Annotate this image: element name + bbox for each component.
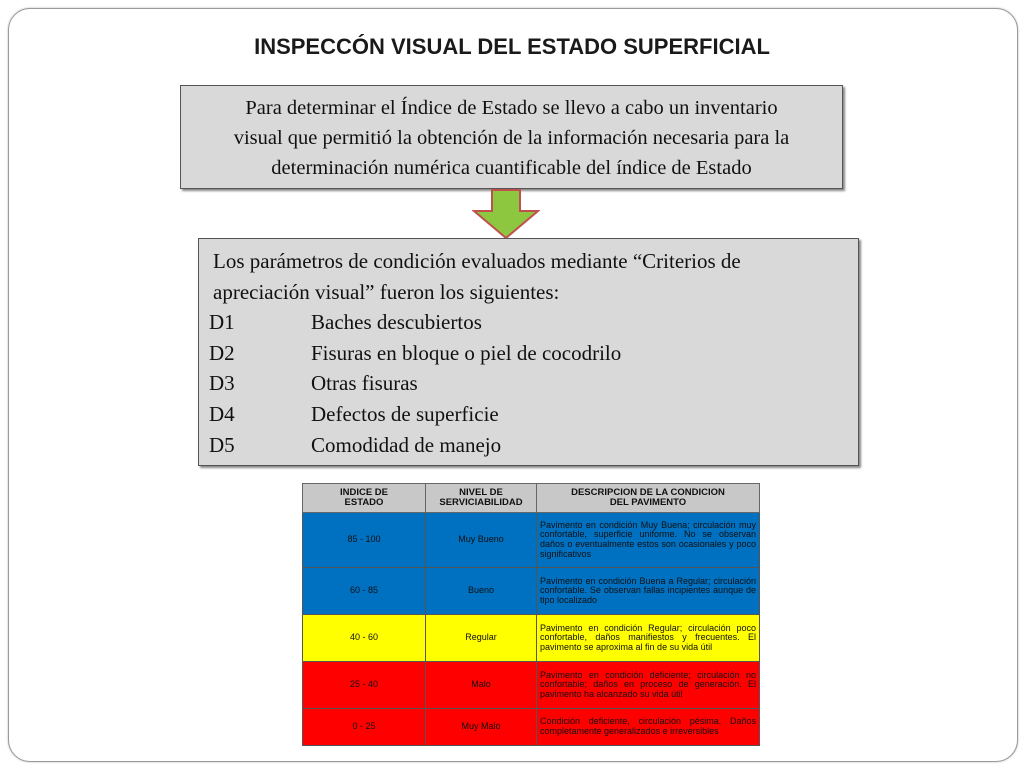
range-cell: 60 - 85 [303,568,426,615]
parameter-code: D2 [209,340,235,365]
range-cell: 25 - 40 [303,662,426,709]
parameter-code: D4 [209,401,235,426]
parameter-item [209,307,848,338]
range-cell: 0 - 25 [303,709,426,746]
parameters-intro-line: apreciación visual” fueron los siguientes: [213,279,560,304]
description-cell: Pavimento en condición deficiente; circulación no confortable; daños en proceso de generación. El pavimento ha alcanzado su vida útil [537,662,760,709]
header-indice-estado: INDICE DE ESTADO [303,484,426,513]
parameter-item [209,399,848,430]
parameter-item [209,368,848,399]
parameters-intro [209,246,848,307]
parameter-code: D3 [209,371,235,396]
level-cell: Muy Malo [426,709,537,746]
condition-table [302,483,760,746]
parameter-label: Fisuras en bloque o piel de cocodrilo [311,340,622,365]
description-cell: Condición deficiente, circulación pésima. Daños completamente generalizados e irreversibles [537,709,760,746]
parameter-item [209,338,848,369]
table-row [303,709,760,746]
description-cell: Pavimento en condición Buena a Regular; circulación confortable. Se observan fallas incipientes aunque de tipo localizado [537,568,760,615]
table-row [303,568,760,615]
header-nivel-serviciabilidad: NIVEL DE SERVICIABILIDAD [426,484,537,513]
parameters-box [198,238,859,466]
description-cell: Pavimento en condición Regular; circulación poco confortable, daños manifiestos y frecuentes. El pavimento se aproxima al fin de su vida útil [537,615,760,662]
level-cell: Muy Bueno [426,513,537,568]
table-row [303,615,760,662]
intro-line: Para determinar el Índice de Estado se llevo a cabo un inventario [245,97,778,119]
parameters-intro-line: Los parámetros de condición evaluados mediante “Criterios de [213,249,741,273]
parameter-label: Comodidad de manejo [311,432,502,457]
level-cell: Malo [426,662,537,709]
description-cell: Pavimento en condición Muy Buena; circulación muy confortable, superficie uniforme. No se observan daños o eventualmente estos son ocasionales y poco significativos [537,513,760,568]
intro-line: visual que permitió la obtención de la información necesaria para la [233,127,790,149]
intro-line: determinación numérica cuantificable del índice de Estado [271,157,752,179]
slide-title: INSPECCÓN VISUAL DEL ESTADO SUPERFICIAL [254,34,770,59]
parameter-item [209,430,848,461]
level-cell: Regular [426,615,537,662]
table-header-row [303,484,760,513]
parameter-label: Defectos de superficie [311,401,499,426]
down-arrow-shape [474,190,538,238]
range-cell: 40 - 60 [303,615,426,662]
down-arrow-icon [472,189,540,239]
parameter-label: Baches descubiertos [311,310,482,335]
parameter-code: D5 [209,432,235,457]
table-row [303,513,760,568]
table-row [303,662,760,709]
intro-text-box [180,85,843,189]
header-descripcion: DESCRIPCION DE LA CONDICION DEL PAVIMENTO [537,484,760,513]
level-cell: Bueno [426,568,537,615]
parameter-label: Otras fisuras [311,371,418,396]
parameter-code: D1 [209,310,235,335]
range-cell: 85 - 100 [303,513,426,568]
